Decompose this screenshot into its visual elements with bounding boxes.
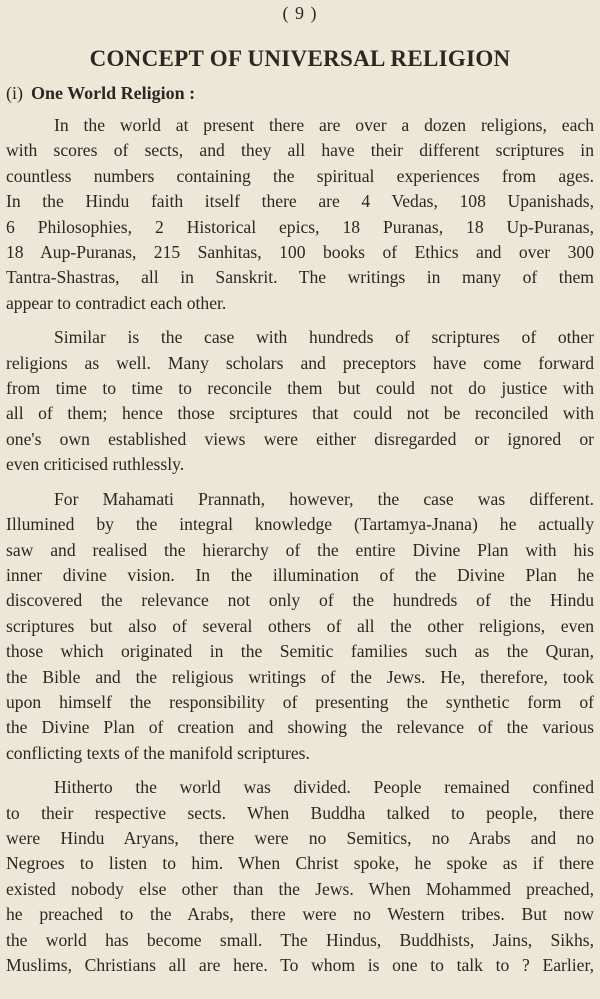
text-line: countless numbers containing the spiritual experiences from ages. bbox=[6, 165, 594, 186]
text-line: the Divine Plan of creation and showing the relevance of the various bbox=[6, 717, 594, 738]
page-title: CONCEPT OF UNIVERSAL RELIGION bbox=[89, 46, 511, 71]
paragraph bbox=[6, 113, 594, 316]
text-line: 18 Aup-Puranas, 215 Sanhitas, 100 books of Ethics and over 300 bbox=[6, 242, 594, 263]
text-line: For Mahamati Prannath, however, the case was different. bbox=[54, 488, 594, 509]
text-line: from time to time to reconcile them but could not do justice with bbox=[6, 378, 594, 399]
text-line: Illumined by the integral knowledge (Tartamya-Jnana) he actually bbox=[6, 514, 594, 535]
paragraph bbox=[6, 775, 594, 978]
paragraph bbox=[6, 325, 594, 477]
text-line: religions as well. Many scholars and preceptors have come forward bbox=[6, 352, 594, 373]
text-line: to their respective sects. When Buddha talked to people, there bbox=[6, 802, 594, 823]
text-line: inner divine vision. In the illumination of the Divine Plan he bbox=[6, 564, 594, 585]
paragraph bbox=[6, 487, 594, 766]
text-line: upon himself the responsibility of presenting the synthetic form of bbox=[6, 691, 594, 712]
section-number: (i) bbox=[6, 83, 23, 103]
text-line: scriptures but also of several others of all the other religions, even bbox=[6, 615, 594, 636]
text-line: Hitherto the world was divided. People remained confined bbox=[54, 777, 594, 798]
text-line: existed nobody else other than the Jews. When Mohammed preached, bbox=[6, 878, 594, 899]
text-line: one's own established views were either disregarded or ignored or bbox=[6, 428, 594, 449]
text-line: the Bible and the religious writings of the Jews. He, therefore, took bbox=[6, 666, 594, 687]
text-line: all of them; hence those srciptures that could not be reconciled with bbox=[6, 403, 594, 424]
text-line: In the Hindu faith itself there are 4 Vedas, 108 Upanishads, bbox=[6, 191, 594, 212]
text-line: Muslims, Christians all are here. To whom is one to talk to ? Earlier, bbox=[6, 955, 594, 975]
text-line: In the world at present there are over a dozen religions, each bbox=[54, 115, 594, 135]
text-line: discovered the relevance not only of the hundreds of the Hindu bbox=[6, 590, 594, 611]
text-line: Negroes to listen to him. When Christ spoke, he spoke as if there bbox=[6, 853, 594, 874]
text-line: even criticised ruthlessly. bbox=[6, 454, 185, 475]
page-number: ( 9 ) bbox=[282, 3, 318, 23]
text-line: saw and realised the hierarchy of the entire Divine Plan with his bbox=[6, 539, 594, 560]
section-heading bbox=[6, 81, 594, 105]
text-line: conflicting texts of the manifold scriptures. bbox=[6, 742, 310, 763]
text-line: were Hindu Aryans, there were no Semitics, no Arabs and no bbox=[6, 827, 594, 848]
text-line: Similar is the case with hundreds of scriptures of other bbox=[54, 327, 594, 348]
text-line: Tantra-Shastras, all in Sanskrit. The writings in many of them bbox=[6, 267, 594, 288]
text-line: he preached to the Arabs, there were no Western tribes. But now bbox=[6, 904, 594, 925]
text-line: those which originated in the Semitic families such as the Quran, bbox=[6, 641, 594, 662]
text-line: the world has become small. The Hindus, Buddhists, Jains, Sikhs, bbox=[6, 929, 594, 950]
text-line: 6 Philosophies, 2 Historical epics, 18 Puranas, 18 Up-Puranas, bbox=[6, 216, 594, 237]
section-heading-text: One World Religion : bbox=[31, 83, 196, 103]
text-line: with scores of sects, and they all have their different scriptures in bbox=[6, 140, 594, 161]
text-line: appear to contradict each other. bbox=[6, 292, 227, 313]
body-text bbox=[6, 113, 594, 978]
